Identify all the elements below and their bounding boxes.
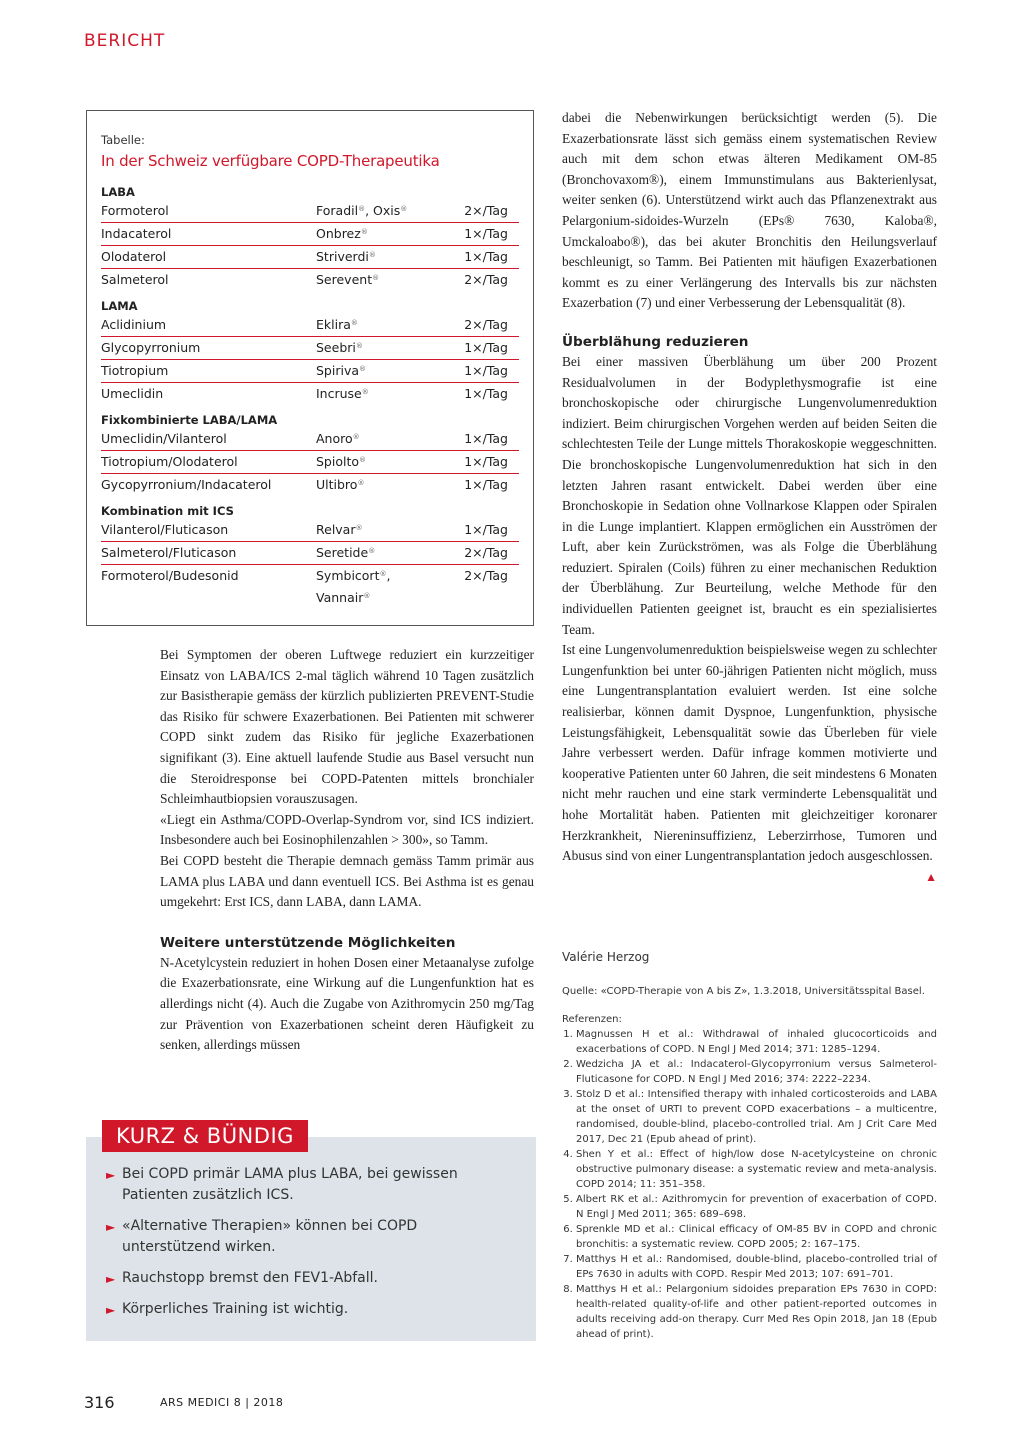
brand-cell (316, 223, 436, 245)
reference-item: 4. Shen Y et al.: Effect of high/low dose N-acetylcysteine on chronic obstructive pulmonary disease: a systematic review and meta-analysis. COPD 2014; 11: 351–358. (576, 1147, 937, 1192)
brand-name: Anoro (316, 431, 353, 446)
brand-cell (316, 519, 436, 541)
author: Valérie Herzog (562, 950, 650, 964)
summary-item (106, 1268, 520, 1289)
summary-item (106, 1299, 520, 1320)
brand-name: Symbicort (316, 568, 380, 583)
brand-separator: , (365, 203, 374, 218)
registered-mark: ® (359, 365, 367, 373)
dose-cell: 2×/Tag (464, 568, 508, 583)
table-group-heading: LABA (101, 185, 135, 199)
brand-cell (316, 246, 436, 268)
brand-cell (316, 451, 436, 473)
brand-name: Oxis (373, 203, 401, 218)
paragraph: «Liegt ein Asthma/COPD-Overlap-Syndrom vor, sind ICS indiziert. Insbesondere auch bei Eosinophilenzahlen > 300», so Tamm. (160, 811, 534, 848)
references-heading: Referenzen: (562, 1014, 622, 1025)
journal-name: ARS MEDICI 8 | 2018 (160, 1396, 284, 1409)
paragraph: Bei COPD besteht die Therapie demnach gemäss Tamm primär aus LAMA plus LABA und dann eventuell ICS. Bei Asthma ist es genau umgekehrt: Erst ICS, dann LABA, dann LAMA. (160, 852, 534, 910)
paragraph: Bei einer massiven Überblähung um über 200 Prozent Residualvolumen in der Bodyplethysmografie ist eine bronchoskopische oder chirurgische Lungenvolumenreduktion indiziert. Beim chirurgischen Vorgehen werden auf beiden Seiten die schlechtesten Teile der Lunge mittels Thorakoskopie weggeschnitten. Die bronchoskopische Lungenvolumenreduktion hat sich in den letzten Jahren rasant entwickelt. Dabei werden über eine Bronchoskopie in Sedation ohne Vollnarkose Klappen oder Spiralen in die Lunge implantiert. Klappen ermöglichen ein Ausströmen der Luft, aber kein Zurückströmen, was als Folge die Überblähung reduziert. Spiralen (Coils) führen zu einer mechanischen Reduktion der Überblähung. Zur Beurteilung, welche Methode für den individuellen Patienten geeignet ist, braucht es ein spezialisiertes Team. (562, 353, 937, 637)
brand-name: Vannair (316, 590, 364, 605)
substance-cell: Vilanterol/Fluticason (101, 522, 229, 537)
dose-cell: 1×/Tag (464, 226, 508, 241)
registered-mark: ® (368, 547, 376, 555)
table-row (101, 451, 519, 474)
brand-name: Ultibro (316, 477, 358, 492)
table-group-heading: LAMA (101, 299, 138, 313)
substance-cell: Umeclidin/Vilanterol (101, 431, 227, 446)
table-row (101, 428, 519, 451)
table-body (101, 185, 519, 605)
dose-cell: 1×/Tag (464, 431, 508, 446)
registered-mark: ® (363, 592, 371, 600)
registered-mark: ® (360, 228, 368, 236)
substance-cell: Tiotropium/Olodaterol (101, 454, 238, 469)
table-row (101, 337, 519, 360)
right-column (562, 108, 937, 887)
bullet-triangle-icon: ► (106, 1168, 116, 1182)
bullet-triangle-icon: ► (106, 1272, 116, 1286)
summary-title: KURZ & BÜNDIG (102, 1120, 308, 1152)
paragraph: dabei die Nebenwirkungen berücksichtigt werden (5). Die Exazerbationsrate lässt sich gemäss einem systematischen Review auch mit dem schon etwas älteren Medikament OM-85 (Bronchovaxom®), einem Immunstimulans aus Bakterienlysat, weiter senken (6). Unterstützend wirkt auch das Pflanzenextrakt aus Pelargonium-sidoides-Wurzeln (EPs® 7630, Kaloba®, Umckaloabo®), das bei akuter Bronchitis den Heilungsverlauf beschleunigt, so Tamm. Bei Patienten mit häufigen Exazerbationen kommt es zu einer Verlängerung des Intervalls bis zur nächsten Exazerbation (7) und einer Verbesserung der Lebensqualität (8). (562, 110, 937, 311)
brand-cell (316, 360, 436, 382)
registered-mark: ® (372, 274, 380, 282)
dose-cell: 1×/Tag (464, 454, 508, 469)
substance-cell: Salmeterol (101, 272, 169, 287)
registered-mark: ® (379, 570, 387, 578)
registered-mark: ® (361, 388, 369, 396)
brand-name: Incruse (316, 386, 362, 401)
dose-cell: 1×/Tag (464, 363, 508, 378)
substance-cell: Aclidinium (101, 317, 167, 332)
summary-list (86, 1137, 536, 1320)
reference-item: 6. Sprenkle MD et al.: Clinical efficacy of OM-85 BV in COPD and chronic bronchitis: a systematic review. COPD 2005; 2: 167–175. (576, 1222, 937, 1252)
page-number: 316 (84, 1393, 115, 1412)
table-row (101, 542, 519, 565)
brand-cell (316, 337, 436, 359)
brand-name: Seebri (316, 340, 356, 355)
table-row (101, 565, 519, 605)
substance-cell: Indacaterol (101, 226, 172, 241)
registered-mark: ® (352, 433, 360, 441)
reference-item: 3. Stolz D et al.: Intensified therapy with inhaled corticosteroids and LABA at the onset of URTI to prevent COPD exacerbations – a multicentre, randomised, double-blind, placebo-controlled trial. Am J Crit Care Med 2017, Dec 21 (Epub ahead of print). (576, 1087, 937, 1147)
registered-mark: ® (368, 251, 376, 259)
substance-cell: Salmeterol/Fluticason (101, 545, 237, 560)
paragraph: Bei Symptomen der oberen Luftwege reduziert ein kurzzeitiger Einsatz von LABA/ICS 2-mal täglich während 10 Tagen zusätzlich zur Basistherapie gemäss der kürzlich publizierten PREVENT-Studie das Risiko für schwere Exazerbationen. Bei Patienten mit schwerer COPD sinkt zudem das Risiko für jegliche Exazerbationen signifikant (3). Eine aktuell laufende Studie aus Basel versucht nun die Steroidresponse bei COPD-Patenten mittels bronchialer Schleimhautbiopsien vorauszusagen. (160, 647, 534, 807)
therapy-table (86, 110, 534, 626)
summary-box (86, 1137, 536, 1341)
bullet-triangle-icon: ► (106, 1220, 116, 1234)
brand-separator: , (386, 568, 391, 583)
summary-item (106, 1216, 520, 1258)
summary-item-text: Bei COPD primär LAMA plus LABA, bei gewissen Patienten zusätzlich ICS. (122, 1166, 458, 1203)
table-group-heading: Kombination mit ICS (101, 504, 234, 518)
substance-cell: Formoterol (101, 203, 169, 218)
brand-cell (316, 269, 436, 292)
bullet-triangle-icon: ► (106, 1303, 116, 1317)
registered-mark: ® (400, 205, 408, 213)
references (562, 1012, 937, 1342)
brand-name: Serevent (316, 272, 373, 287)
dose-cell: 1×/Tag (464, 522, 508, 537)
brand-name: Striverdi (316, 249, 369, 264)
source-note: Quelle: «COPD-Therapie von A bis Z», 1.3.2018, Universitätsspital Basel. (562, 986, 925, 997)
brand-cell (316, 542, 436, 564)
reference-item: 1. Magnussen H et al.: Withdrawal of inhaled glucocorticoids and exacerbations of COPD. N Engl J Med 2014; 371: 1285–1294. (576, 1027, 937, 1057)
substance-cell: Tiotropium (101, 363, 169, 378)
substance-cell: Olodaterol (101, 249, 167, 264)
dose-cell: 2×/Tag (464, 545, 508, 560)
dose-cell: 2×/Tag (464, 203, 508, 218)
section-heading: Weitere unterstützende Möglichkeiten (160, 934, 456, 951)
table-label: Tabelle: (101, 133, 145, 147)
registered-mark: ® (350, 319, 358, 327)
brand-cell (316, 383, 436, 406)
dose-cell: 2×/Tag (464, 317, 508, 332)
table-row (101, 360, 519, 383)
brand-cell (316, 200, 436, 222)
end-mark-icon: ▲ (925, 869, 937, 884)
brand-name: Eklira (316, 317, 351, 332)
table-title: In der Schweiz verfügbare COPD-Therapeutika (101, 152, 440, 170)
table-row (101, 314, 519, 337)
paragraph-text: Ist eine Lungenvolumenreduktion beispielsweise wegen zu schlechter Lungenfunktion bei unter 60-jährigen Patienten nicht möglich, muss eine Lungentransplantation evaluiert werden. Ist eine solche realisierbar, können damit Dyspnoe, Lungenfunktion, physische Leistungsfähigkeit, Lebensqualität sowie das Überleben für viele Jahre verbessert werden. Dafür infrage kommen motivierte und kooperative Patienten unter 60 Jahren, die seit mindestens 6 Monaten nicht mehr rauchen und eine stark verminderte Lebensqualität und hohe Mortalität haben. Patienten mit gleichzeitiger koronarer Herzkrankheit, Niereninsuffizienz, Leberzirrhose, Tumoren und Abusus sind von einer Lungentransplantation jedoch ausgeschlossen. (562, 642, 937, 864)
brand-name: Spiriva (316, 363, 360, 378)
table-row (101, 269, 519, 292)
paragraph: N-Acetylcystein reduziert in hohen Dosen einer Metaanalyse zufolge die Exazerbationsrate, eine Wirkung auf die Lungenfunktion hat es allerdings nicht (4). Auch die Zugabe von Azithromycin 250 mg/Tag zur Prävention von Exazerbationen scheint deren Häufigkeit zu senken, allerdings müssen (160, 954, 534, 1053)
brand-name: Spiolto (316, 454, 360, 469)
brand-name: Relvar (316, 522, 356, 537)
dose-cell: 1×/Tag (464, 386, 508, 401)
reference-item: 5. Albert RK et al.: Azithromycin for prevention of exacerbation of COPD. N Engl J Med 2011; 365: 689–698. (576, 1192, 937, 1222)
table-row (101, 519, 519, 542)
registered-mark: ® (357, 479, 365, 487)
summary-item-text: Körperliches Training ist wichtig. (122, 1301, 349, 1317)
section-heading: Überblähung reduzieren (562, 333, 749, 350)
brand-name: Onbrez (316, 226, 361, 241)
brand-name: Seretide (316, 545, 369, 560)
table-row (101, 200, 519, 223)
table-row (101, 474, 519, 497)
registered-mark: ® (355, 342, 363, 350)
registered-mark: ® (358, 205, 366, 213)
registered-mark: ® (359, 456, 367, 464)
dose-cell: 2×/Tag (464, 272, 508, 287)
substance-cell: Glycopyrronium (101, 340, 201, 355)
summary-item (106, 1164, 520, 1206)
table-row (101, 223, 519, 246)
references-list (562, 1027, 937, 1342)
paragraph (562, 640, 937, 884)
brand-name: Foradil (316, 203, 359, 218)
section-label: BERICHT (84, 31, 166, 51)
dose-cell: 1×/Tag (464, 477, 508, 492)
brand-cell (316, 314, 436, 336)
substance-cell: Gycopyrronium/Indacaterol (101, 477, 272, 492)
reference-item: 8. Matthys H et al.: Pelargonium sidoides preparation EPs 7630 in COPD: health-related quality-of-life and other patient-reported outcomes in adults receiving add-on therapy. Curr Med Res Opin 2018, Jan 18 (Epub ahead of print). (576, 1282, 937, 1342)
dose-cell: 1×/Tag (464, 340, 508, 355)
registered-mark: ® (355, 524, 363, 532)
substance-cell: Formoterol/Budesonid (101, 568, 239, 583)
left-column (160, 645, 534, 1056)
summary-item-text: Rauchstopp bremst den FEV1-Abfall. (122, 1270, 378, 1286)
brand-cell (316, 565, 436, 605)
summary-item-text: «Alternative Therapien» können bei COPD unterstützend wirken. (122, 1218, 418, 1255)
dose-cell: 1×/Tag (464, 249, 508, 264)
table-row (101, 246, 519, 269)
brand-cell (316, 474, 436, 497)
reference-item: 7. Matthys H et al.: Randomised, double-blind, placebo-controlled trial of EPs 7630 in adults with COPD. Respir Med 2013; 107: 691–701. (576, 1252, 937, 1282)
brand-cell (316, 428, 436, 450)
substance-cell: Umeclidin (101, 386, 164, 401)
table-row (101, 383, 519, 406)
reference-item: 2. Wedzicha JA et al.: Indacaterol-Glycopyrronium versus Salmeterol-Fluticasone for COPD. N Engl J Med 2016; 374: 2222–2234. (576, 1057, 937, 1087)
table-group-heading: Fixkombinierte LABA/LAMA (101, 413, 278, 427)
